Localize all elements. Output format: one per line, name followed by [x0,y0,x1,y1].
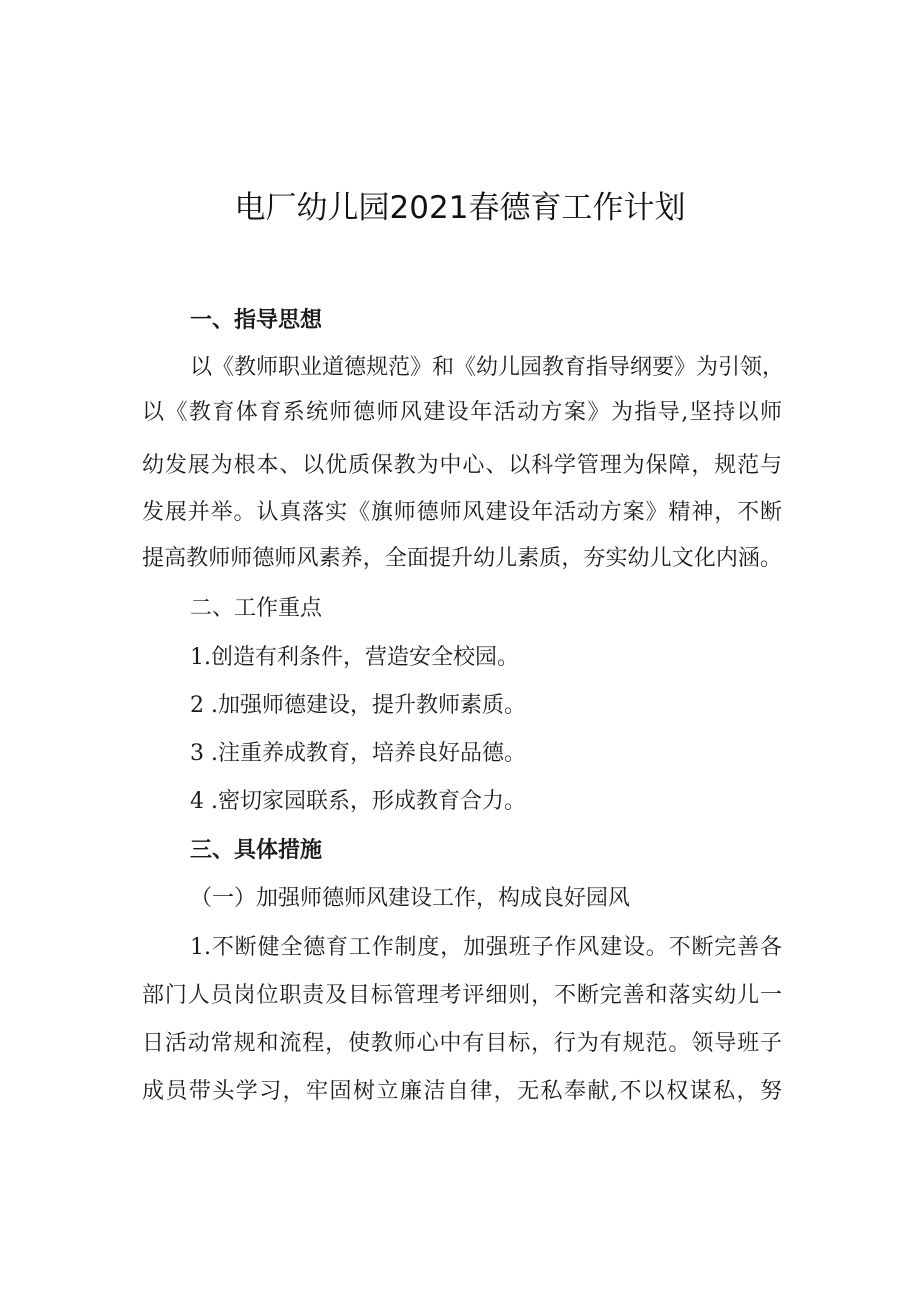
list-item: 2 .加强师德建设，提升教师素质。 [190,693,526,718]
paragraph-line: 提高教师师德师风素养，全面提升幼儿素质，夯实幼儿文化内涵。 [142,546,782,571]
paragraph-line: 日活动常规和流程，使教师心中有目标，行为有规范。领导班子 [142,1031,782,1056]
paragraph-line: 1.不断健全德育工作制度，加强班子作风建设。不断完善各 [190,935,782,960]
paragraph-line: 以《教师职业道德规范》和《幼儿园教育指导纲要》为引领， [190,355,785,380]
list-item: 4 .密切家园联系，形成教育合力。 [190,789,526,814]
paragraph-line: 幼发展为根本、以优质保教为中心、以科学管理为保障，规范与 [142,453,782,478]
section-heading-work-focus: 二、工作重点 [190,596,323,621]
subsection-heading: （一）加强师德师风建设工作，构成良好园风 [190,886,631,911]
section-heading-guiding-ideology: 一、指导思想 [190,308,323,333]
paragraph-line: 发展并举。认真落实《旗师德师风建设年活动方案》精神，不断 [142,500,782,525]
list-item: 3 .注重养成教育，培养良好品德。 [190,741,526,766]
list-item: 1.创造有利条件，营造安全校园。 [190,645,519,670]
paragraph-line: 以《教育体育系统师德师风建设年活动方案》为指导,坚持以师 [142,400,782,425]
section-heading-specific-measures: 三、具体措施 [190,838,323,863]
document-title: 电厂幼儿园2021春德育工作计划 [234,190,686,226]
paragraph-line: 部门人员岗位职责及目标管理考评细则，不断完善和落实幼儿一 [142,983,782,1008]
paragraph-line: 成员带头学习，牢固树立廉洁自律，无私奉献,不以权谋私，努 [142,1079,782,1104]
